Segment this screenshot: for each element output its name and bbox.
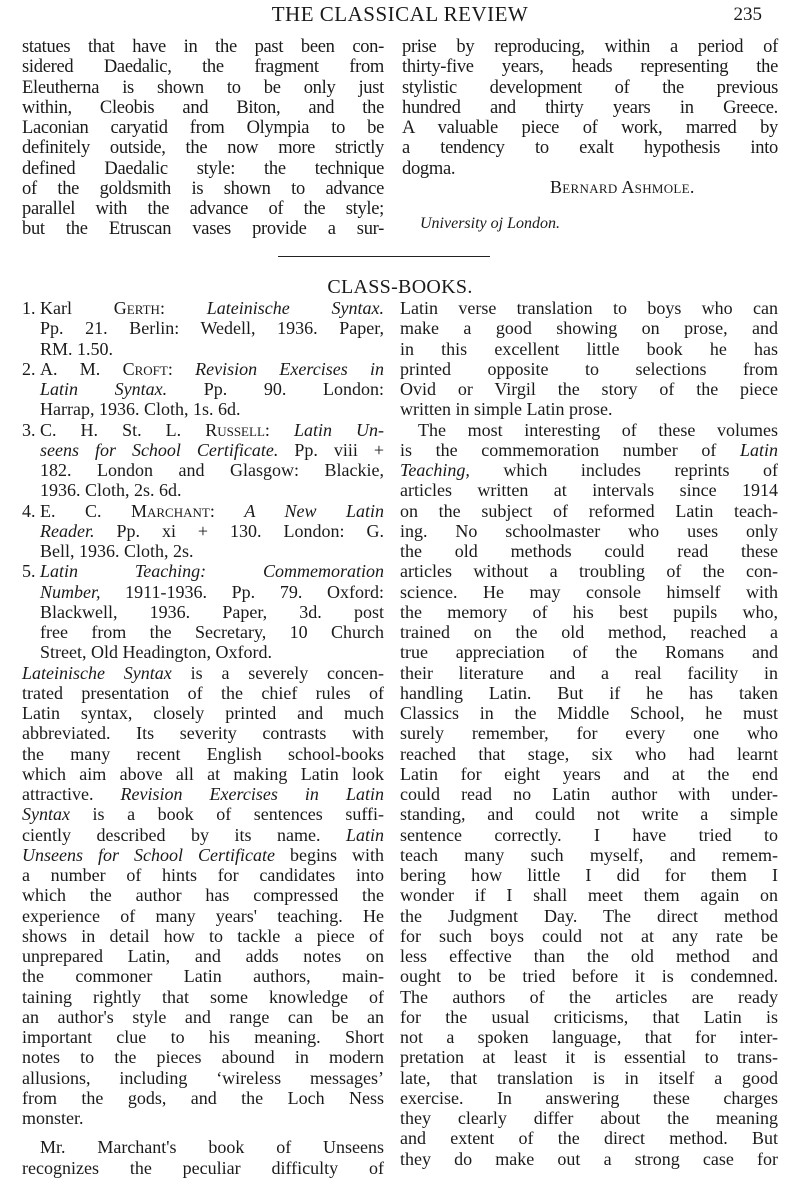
text-line xyxy=(400,825,778,845)
text-line xyxy=(22,582,384,602)
text-span: monster. xyxy=(22,1108,84,1128)
italic-text: Reader. xyxy=(40,520,95,541)
text-span: Pp. xi + 130. London: G. xyxy=(94,520,384,541)
text-span: taining rightly that some knowledge of xyxy=(22,986,384,1007)
text-span: could read no Latin author with under- xyxy=(400,784,778,804)
page-number: 235 xyxy=(733,4,762,25)
text-span: exercise. In answering these charges xyxy=(400,1087,778,1108)
text-span: surely remember, for every one who xyxy=(400,723,778,744)
text-line xyxy=(400,764,778,784)
italic-text: Unseens for School Certificate xyxy=(22,844,275,865)
author-name: Croft xyxy=(122,358,168,379)
text-span: Bell, 1936. Cloth, 2s. xyxy=(40,541,194,561)
author-name: Russell xyxy=(205,419,265,440)
text-line xyxy=(22,642,384,662)
text-line xyxy=(400,399,778,419)
italic-text: Latin xyxy=(739,439,778,460)
text-line xyxy=(22,1088,384,1108)
text-line xyxy=(22,420,384,440)
text-span: the memory of his best pupils who, xyxy=(400,601,778,622)
text-line: definitely outside, the now more strictly xyxy=(22,138,384,159)
text-line xyxy=(22,480,384,500)
text-span: printed opposite to selections from xyxy=(400,358,778,379)
text-line xyxy=(400,460,778,480)
text-span: from the gods, and the Loch Ness xyxy=(22,1087,384,1108)
text-span: experience of many years' teaching. He xyxy=(22,905,384,926)
text-span: wonder if I shall meet them again on xyxy=(400,885,778,906)
text-line xyxy=(400,440,778,460)
text-line xyxy=(400,1128,778,1148)
text-line xyxy=(400,987,778,1007)
text-line: thirty-five years, heads representing the xyxy=(402,57,778,78)
text-span: recognizes the peculiar difficulty of xyxy=(22,1157,384,1178)
italic-text: Latin Un- xyxy=(293,419,384,440)
text-span: 1936. Cloth, 2s. 6d. xyxy=(40,480,182,501)
text-line xyxy=(400,359,778,379)
text-span: they do make out a strong case for xyxy=(400,1148,778,1169)
text-span: 1911-1936. Pp. 79. Oxford: xyxy=(100,581,384,602)
text-span: which includes reprints of xyxy=(469,460,778,480)
text-span: ciently described by its name. xyxy=(22,824,346,845)
text-line xyxy=(400,318,778,338)
right-column xyxy=(400,298,778,1169)
text-span: articles without a troubling of the con- xyxy=(400,561,778,582)
text-span: E. C. xyxy=(40,500,131,521)
text-span: the old methods could read these xyxy=(400,541,778,561)
text-line xyxy=(22,521,384,541)
text-line xyxy=(400,521,778,541)
text-line xyxy=(400,582,778,602)
text-line xyxy=(22,885,384,905)
text-line xyxy=(400,1007,778,1027)
text-span: a number of hints for candidates into xyxy=(22,865,384,885)
text-line xyxy=(400,723,778,743)
text-line xyxy=(22,966,384,986)
text-line: Laconian caryatid from Olympia to be xyxy=(22,118,384,138)
text-span: : xyxy=(264,419,294,440)
text-line xyxy=(22,723,384,743)
text-span: bering how little I did for them I xyxy=(400,865,778,885)
text-line: parallel with the advance of the style; xyxy=(22,199,384,219)
text-span: the commoner Latin authors, main- xyxy=(22,966,384,987)
text-span: written in simple Latin prose. xyxy=(400,399,613,420)
text-line xyxy=(400,804,778,824)
text-span: they clearly differ about the meaning xyxy=(400,1108,778,1128)
text-span: important clue to his meaning. Short xyxy=(22,1027,384,1047)
text-line xyxy=(22,744,384,764)
text-line xyxy=(400,946,778,966)
book-list-item xyxy=(22,501,384,562)
text-line xyxy=(22,339,384,359)
text-span: sentence correctly. I have tried to xyxy=(400,824,778,845)
list-number: 1. xyxy=(22,298,36,318)
text-line xyxy=(400,1027,778,1047)
italic-text: Syntax xyxy=(22,804,70,825)
text-span: Harrap, 1936. Cloth, 1s. 6d. xyxy=(40,399,241,420)
text-line xyxy=(400,906,778,926)
italic-text: seens for School Certificate. xyxy=(40,439,279,460)
text-span: not a spoken language, that for inter- xyxy=(400,1027,778,1047)
text-line xyxy=(400,642,778,662)
text-span: teach many such myself, and remem- xyxy=(400,844,778,865)
text-line xyxy=(22,987,384,1007)
text-line xyxy=(400,663,778,683)
text-line xyxy=(400,865,778,885)
text-line xyxy=(22,825,384,845)
text-span: true appreciation of the Romans and xyxy=(400,642,778,663)
text-span: Classics in the Middle School, he must xyxy=(400,703,778,723)
text-line: stylistic development of the previous xyxy=(402,77,778,98)
text-line xyxy=(400,885,778,905)
text-line xyxy=(400,480,778,500)
text-line xyxy=(22,1027,384,1047)
text-line xyxy=(22,1137,384,1157)
text-line xyxy=(22,622,384,642)
text-span: Pp. 90. London: xyxy=(167,379,384,399)
text-line xyxy=(22,1108,384,1128)
text-line xyxy=(22,865,384,885)
text-line xyxy=(22,561,384,581)
text-line: statues that have in the past been con- xyxy=(22,37,384,57)
text-span: Pp. viii + xyxy=(278,439,385,460)
text-line xyxy=(400,622,778,642)
text-span: in this excellent little book he has xyxy=(400,338,778,359)
text-line xyxy=(22,1068,384,1088)
text-span: their literature and a real facility in xyxy=(400,662,778,683)
text-line: within, Cleobis and Biton, and the xyxy=(22,97,384,118)
text-line xyxy=(22,1007,384,1027)
italic-text: Revision Exercises in xyxy=(195,358,384,379)
italic-text: Latin Syntax. xyxy=(40,379,168,399)
author-name: Marchant xyxy=(130,500,210,521)
text-line xyxy=(22,1158,384,1178)
left-column xyxy=(22,298,384,1178)
text-line xyxy=(22,379,384,399)
text-span: : xyxy=(209,500,245,521)
text-span: C. H. St. L. xyxy=(40,419,206,440)
paragraph-gap xyxy=(22,1128,384,1137)
text-line xyxy=(22,399,384,419)
italic-text: Number, xyxy=(40,581,101,602)
text-line xyxy=(400,379,778,399)
text-line xyxy=(400,784,778,804)
section-divider xyxy=(278,256,490,257)
text-span: begins with xyxy=(275,844,385,865)
text-line: sidered Daedalic, the fragment from xyxy=(22,57,384,78)
book-list-item xyxy=(22,298,384,359)
text-line xyxy=(22,926,384,946)
list-number: 4. xyxy=(22,500,36,521)
text-span: free from the Secretary, 10 Church xyxy=(40,622,384,642)
list-number: 2. xyxy=(22,358,36,379)
text-span: : xyxy=(159,298,207,318)
text-span: is the commemoration number of xyxy=(400,439,740,460)
text-span: Pp. 21. Berlin: Wedell, 1936. Paper, xyxy=(40,318,384,339)
journal-title: THE CLASSICAL REVIEW xyxy=(271,2,529,26)
text-span: for such boys could not at any rate be xyxy=(400,925,778,946)
text-span: attractive. xyxy=(22,784,121,804)
text-span: is a book of sentences suffi- xyxy=(69,804,384,825)
text-span: The authors of the articles are ready xyxy=(400,986,778,1007)
text-span: pretation at least it is essential to trans- xyxy=(400,1047,778,1068)
text-span: trated presentation of the chief rules of xyxy=(22,682,384,703)
text-line xyxy=(22,764,384,784)
text-span: Street, Old Headington, Oxford. xyxy=(40,642,272,663)
italic-text: Latin xyxy=(345,824,384,845)
text-span: ought to be tried before it is condemned. xyxy=(400,966,778,987)
text-line: A valuable piece of work, marred by xyxy=(402,118,778,138)
text-span: trained on the old method, reached a xyxy=(400,622,778,642)
italic-text: Latin Teaching: Commemoration xyxy=(40,561,384,582)
reviewer-affiliation: University oj London. xyxy=(420,215,560,232)
book-list-item xyxy=(22,561,384,662)
text-span: the many recent English school-books xyxy=(22,743,384,764)
text-line xyxy=(400,1149,778,1169)
text-span: which aim above all at making Latin look xyxy=(22,763,384,784)
text-span: allusions, including ‘wireless messages’ xyxy=(22,1067,384,1088)
text-span: on the subject of reformed Latin teach- xyxy=(400,500,778,521)
text-span: shows in detail how to tackle a piece of xyxy=(22,925,384,946)
text-line xyxy=(400,1108,778,1128)
text-span: standing, and could not write a simple xyxy=(400,804,778,825)
text-line: a tendency to exalt hypothesis into xyxy=(402,138,778,159)
text-line xyxy=(400,1068,778,1088)
text-line xyxy=(400,541,778,561)
text-line xyxy=(22,460,384,480)
text-span: abbreviated. Its severity contrasts with xyxy=(22,723,384,744)
text-line xyxy=(22,703,384,723)
text-span: Ovid or Virgil the story of the piece xyxy=(400,379,778,399)
text-line xyxy=(400,926,778,946)
text-line xyxy=(400,420,778,440)
text-line xyxy=(400,561,778,581)
italic-text: Teaching, xyxy=(400,460,470,480)
text-span: Latin for eight years and at the end xyxy=(400,763,778,784)
text-line xyxy=(400,1047,778,1067)
text-span: is a severely concen- xyxy=(171,662,384,683)
text-span: notes to the pieces abound in modern xyxy=(22,1047,384,1068)
text-span: ing. No schoolmaster who uses only xyxy=(400,520,778,541)
text-span: which the author has compressed the xyxy=(22,885,384,906)
text-line xyxy=(22,359,384,379)
text-line xyxy=(400,339,778,359)
text-span: Mr. Marchant's book of Unseens xyxy=(40,1137,384,1158)
text-span: RM. 1.50. xyxy=(40,338,114,359)
text-line xyxy=(22,298,384,318)
review-end-right-column xyxy=(402,37,778,179)
text-line xyxy=(22,318,384,338)
text-line: prise by reproducing, within a period of xyxy=(402,37,778,57)
italic-text: Lateinische Syntax. xyxy=(206,298,385,318)
text-line xyxy=(22,946,384,966)
review-end-left-column xyxy=(22,37,384,240)
text-span: and extent of the direct method. But xyxy=(400,1128,778,1149)
text-span: reached that stage, six who had learnt xyxy=(400,743,778,764)
text-line: defined Daedalic style: the technique xyxy=(22,158,384,179)
text-line xyxy=(400,602,778,622)
text-line xyxy=(400,744,778,764)
book-list-item xyxy=(22,359,384,420)
text-span: articles written at intervals since 1914 xyxy=(400,480,778,501)
text-line xyxy=(400,1088,778,1108)
text-span: 182. London and Glasgow: Blackie, xyxy=(40,460,384,480)
text-line xyxy=(22,440,384,460)
text-line xyxy=(22,1047,384,1067)
text-span: the Judgment Day. The direct method xyxy=(400,905,778,926)
book-list-item xyxy=(22,420,384,501)
text-span: Latin syntax, closely printed and much xyxy=(22,703,384,723)
text-span: : xyxy=(167,358,196,379)
text-span: late, that translation is in itself a good xyxy=(400,1067,778,1088)
text-line xyxy=(400,501,778,521)
text-line: but the Etruscan vases provide a sur- xyxy=(22,219,384,240)
text-span: unprepared Latin, and adds notes on xyxy=(22,946,384,966)
text-span: Blackwell, 1936. Paper, 3d. post xyxy=(40,601,384,622)
text-line xyxy=(400,845,778,865)
text-span: The most interesting of these volumes xyxy=(418,419,778,440)
text-line xyxy=(400,298,778,318)
text-line xyxy=(400,683,778,703)
author-name: Gerth xyxy=(113,298,160,318)
text-span: an author's style and range can be an xyxy=(22,1006,384,1027)
text-line xyxy=(22,541,384,561)
text-span: science. He may console himself with xyxy=(400,581,778,602)
text-span: Latin verse translation to boys who can xyxy=(400,298,778,318)
text-line xyxy=(22,804,384,824)
section-title: CLASS-BOOKS. xyxy=(327,276,473,298)
text-line xyxy=(22,784,384,804)
list-number: 5. xyxy=(22,561,36,582)
text-line xyxy=(22,663,384,683)
text-span: less effective than the old method and xyxy=(400,946,778,966)
text-line xyxy=(22,501,384,521)
reviewer-signature: Bernard Ashmole. xyxy=(550,177,695,197)
italic-text: Revision Exercises in Latin xyxy=(120,784,384,804)
text-line xyxy=(22,906,384,926)
text-line xyxy=(400,966,778,986)
text-span: for the usual criticisms, that Latin is xyxy=(400,1006,778,1027)
italic-text: Lateinische Syntax xyxy=(22,662,172,683)
running-header xyxy=(0,0,800,30)
text-line: Eleutherna is shown to be only just xyxy=(22,77,384,98)
text-line xyxy=(22,683,384,703)
text-span: A. M. xyxy=(40,358,123,379)
text-span: Karl xyxy=(40,298,114,318)
text-line: hundred and thirty years in Greece. xyxy=(402,97,778,118)
text-span: handling Latin. But if he has taken xyxy=(400,682,778,703)
text-line xyxy=(22,845,384,865)
text-line: of the goldsmith is shown to advance xyxy=(22,178,384,199)
text-span: make a good showing on prose, and xyxy=(400,318,778,339)
text-line xyxy=(22,602,384,622)
text-line: dogma. xyxy=(402,158,456,179)
list-number: 3. xyxy=(22,419,36,440)
text-line xyxy=(400,703,778,723)
italic-text: A New Latin xyxy=(244,500,384,521)
